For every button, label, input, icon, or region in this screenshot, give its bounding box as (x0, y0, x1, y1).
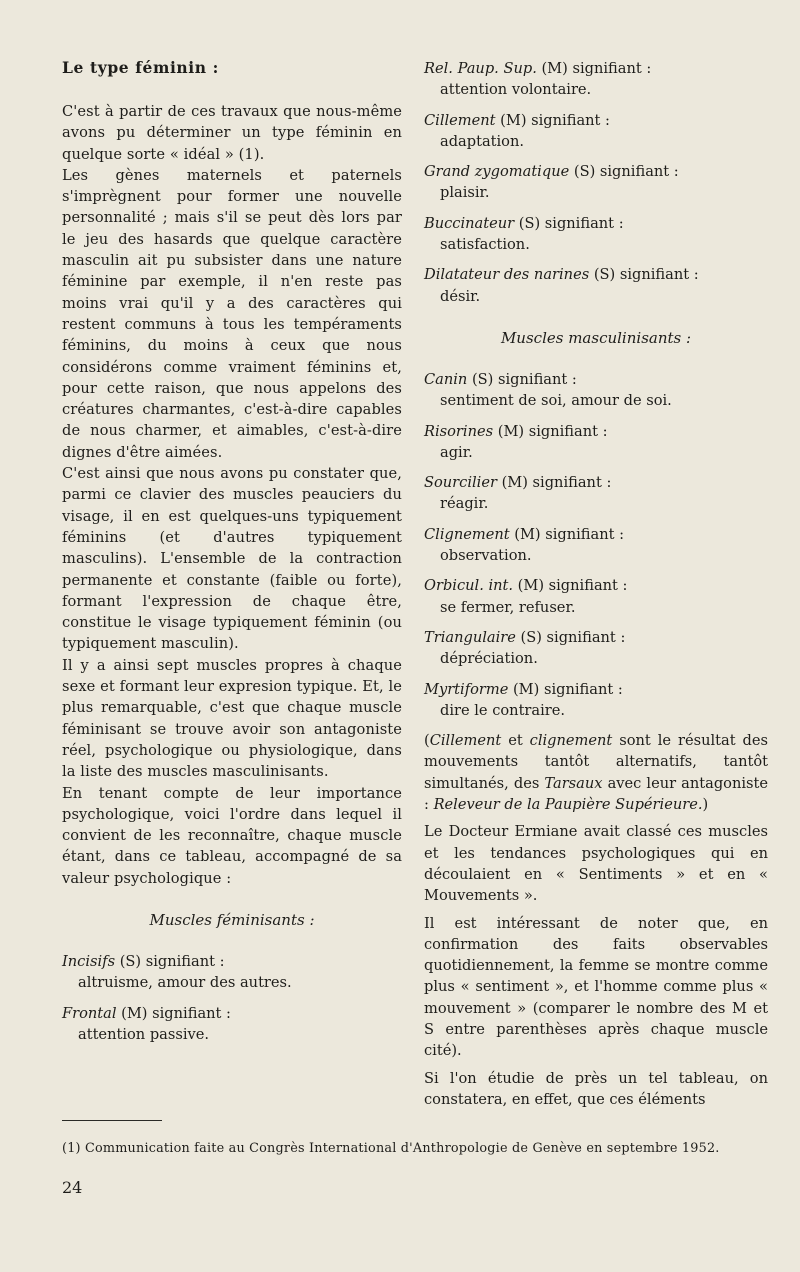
muscle-type: (S) signifiant : (589, 266, 699, 284)
note-text: avec leur antagoniste : (424, 774, 769, 814)
muscle-entry (424, 472, 768, 515)
muscle-meaning: réagir. (440, 495, 489, 513)
paragraph: Les gènes maternels et paternels s'imprègnent pour former une nouvelle personnalité ; mais s'il se peut dès lors par le jeu des hasards que quelque caractère masculin ait pu subsister dans une nature féminine par exemple, il n'en reste pas moins vrai qu'il y a des caractères qui restent communs à tous les tempéraments féminins, du moins à ceux que nous considérons comme vraiment féminins et, pour cette raison, que nous appelons des créatures charmantes, c'est-à-dire capables de nous charmer, et aimables, c'est-à-dire dignes d'être aimées. (62, 166, 402, 461)
muscle-entry (424, 264, 768, 307)
muscle-meaning: agir. (440, 443, 473, 461)
muscle-meaning: dépréciation. (440, 650, 538, 668)
muscle-meaning: se fermer, refuser. (440, 598, 576, 616)
muscle-meaning: sentiment de soi, amour de soi. (440, 392, 672, 410)
muscle-name: Buccinateur (424, 214, 515, 232)
muscle-name: Rel. Paup. Sup. (424, 60, 537, 77)
note-term: clignement (529, 732, 613, 750)
muscle-meaning: désir. (440, 287, 481, 305)
muscle-type: (M) signifiant : (513, 577, 628, 595)
muscle-name: Sourcilier (424, 474, 497, 492)
paragraph: Le Docteur Ermiane avait classé ces muscles et les tendances psychologiques qui en découlaient en « Sentiments » et en « Mouvements ». (424, 823, 768, 905)
muscle-name: Canin (424, 370, 468, 388)
muscle-name: Grand zygomatique (424, 163, 570, 181)
muscle-name: Myrtiforme (424, 680, 509, 698)
muscle-name: Clignement (424, 525, 510, 543)
paragraph: Il est intéressant de noter que, en confirmation des faits observables quotidiennement, la femme se montre comme plus « sentiment », et l'homme comme plus « mouvement » (comparer le nombre des M et S entre parenthèses après chaque muscle cité). (424, 914, 768, 1060)
page-number: 24 (62, 1178, 83, 1197)
muscle-entry (424, 213, 768, 256)
muscle-name: Dilatateur des narines (424, 266, 590, 284)
muscle-name: Risorines (424, 422, 494, 440)
muscle-entry (424, 627, 768, 670)
muscle-type: (M) signifiant : (496, 474, 612, 492)
parenthetical-note (424, 730, 768, 815)
muscle-name: Orbicul. int. (424, 577, 514, 595)
right-column (424, 58, 768, 1116)
muscle-name: Triangulaire (424, 628, 516, 646)
note-close-paren: ) (702, 796, 709, 814)
muscle-name: Cillement (424, 111, 496, 129)
footnote: (1) Communication faite au Congrès International d'Anthropologie de Genève en septembre 1952. (62, 1141, 720, 1156)
muscle-entry (424, 524, 768, 567)
paragraph: En tenant compte de leur importance psychologique, voici l'ordre dans lequel il convient de les reconnaître, chaque muscle étant, dans ce tableau, accompagné de sa valeur psychologique : (62, 784, 402, 887)
muscle-meaning: plaisir. (440, 184, 490, 202)
left-column (62, 58, 402, 1054)
subheading-masculinisants: Muscles masculinisants : (500, 328, 692, 347)
note-text: sont le résultat des mouvements tantôt alternatifs, tantôt simultanés, des (424, 732, 768, 792)
paragraph: C'est ainsi que nous avons pu constater que, parmi ce clavier des muscles peauciers du visage, il en est quelques-uns typiquement féminins (et d'autres typiquement masculins). L'ensemble de la contraction permanente et constante (faible ou forte), formant l'expression de chaque être, constitue le visage typiquement féminin (ou typiquement masculin). (62, 465, 402, 653)
muscle-type: (M) signifiant : (508, 680, 623, 698)
muscle-type: (S) signifiant : (569, 163, 679, 181)
muscle-type: (M) signifiant : (495, 111, 610, 129)
muscle-type: (S) signifiant : (515, 628, 626, 646)
muscle-meaning: observation. (440, 547, 532, 565)
muscle-type: (M) signifiant : (509, 525, 625, 543)
muscle-name: Frontal (62, 1004, 117, 1022)
muscle-entry (424, 421, 768, 464)
subheading-feminisants: Muscles féminisants : (149, 910, 315, 929)
muscle-entry (62, 951, 402, 994)
muscle-name: Incisifs (62, 952, 116, 970)
muscle-type: (S) signifiant : (467, 370, 577, 388)
muscle-entry (424, 161, 768, 204)
muscle-entry (424, 679, 768, 722)
note-term: Releveur de la Paupière Supérieure. (433, 796, 703, 814)
muscle-entry (424, 58, 768, 101)
muscle-entry (424, 110, 768, 153)
muscle-type: (S) signifiant : (514, 214, 624, 232)
note-term: Tarsaux (544, 774, 603, 792)
paragraph: C'est à partir de ces travaux que nous-même avons pu déterminer un type féminin en quelque sorte « idéal » (1). (62, 103, 402, 163)
note-term: Cillement (429, 732, 502, 750)
muscle-type: (M) signifiant : (116, 1004, 231, 1022)
muscle-meaning: dire le contraire. (440, 701, 566, 719)
muscle-meaning: adaptation. (440, 132, 525, 150)
section-heading: Le type féminin : (62, 58, 219, 77)
muscle-entry (62, 1003, 402, 1046)
muscle-type: (M) signifiant : (493, 422, 608, 440)
footnote-rule (62, 1120, 162, 1121)
muscle-entry (424, 575, 768, 618)
muscle-meaning: attention volontaire. (440, 81, 592, 99)
muscle-entry (424, 369, 768, 412)
muscle-meaning: attention passive. (78, 1025, 210, 1043)
muscle-type: (M) signifiant : (536, 60, 652, 77)
note-text: et (501, 732, 530, 750)
paragraph: Il y a ainsi sept muscles propres à chaque sexe et formant leur expresion typique. Et, le plus remarquable, c'est que chaque muscle féminisant se trouve avoir son antagoniste réel, psychologique ou physiologique, dans la liste des muscles masculinisants. (62, 656, 402, 781)
muscle-meaning: altruisme, amour des autres. (78, 974, 292, 992)
muscle-type: (S) signifiant : (115, 952, 225, 970)
paragraph: Si l'on étudie de près un tel tableau, on constatera, en effet, que ces éléments (424, 1069, 768, 1108)
muscle-meaning: satisfaction. (440, 236, 530, 254)
note-open-paren: ( (424, 732, 430, 750)
